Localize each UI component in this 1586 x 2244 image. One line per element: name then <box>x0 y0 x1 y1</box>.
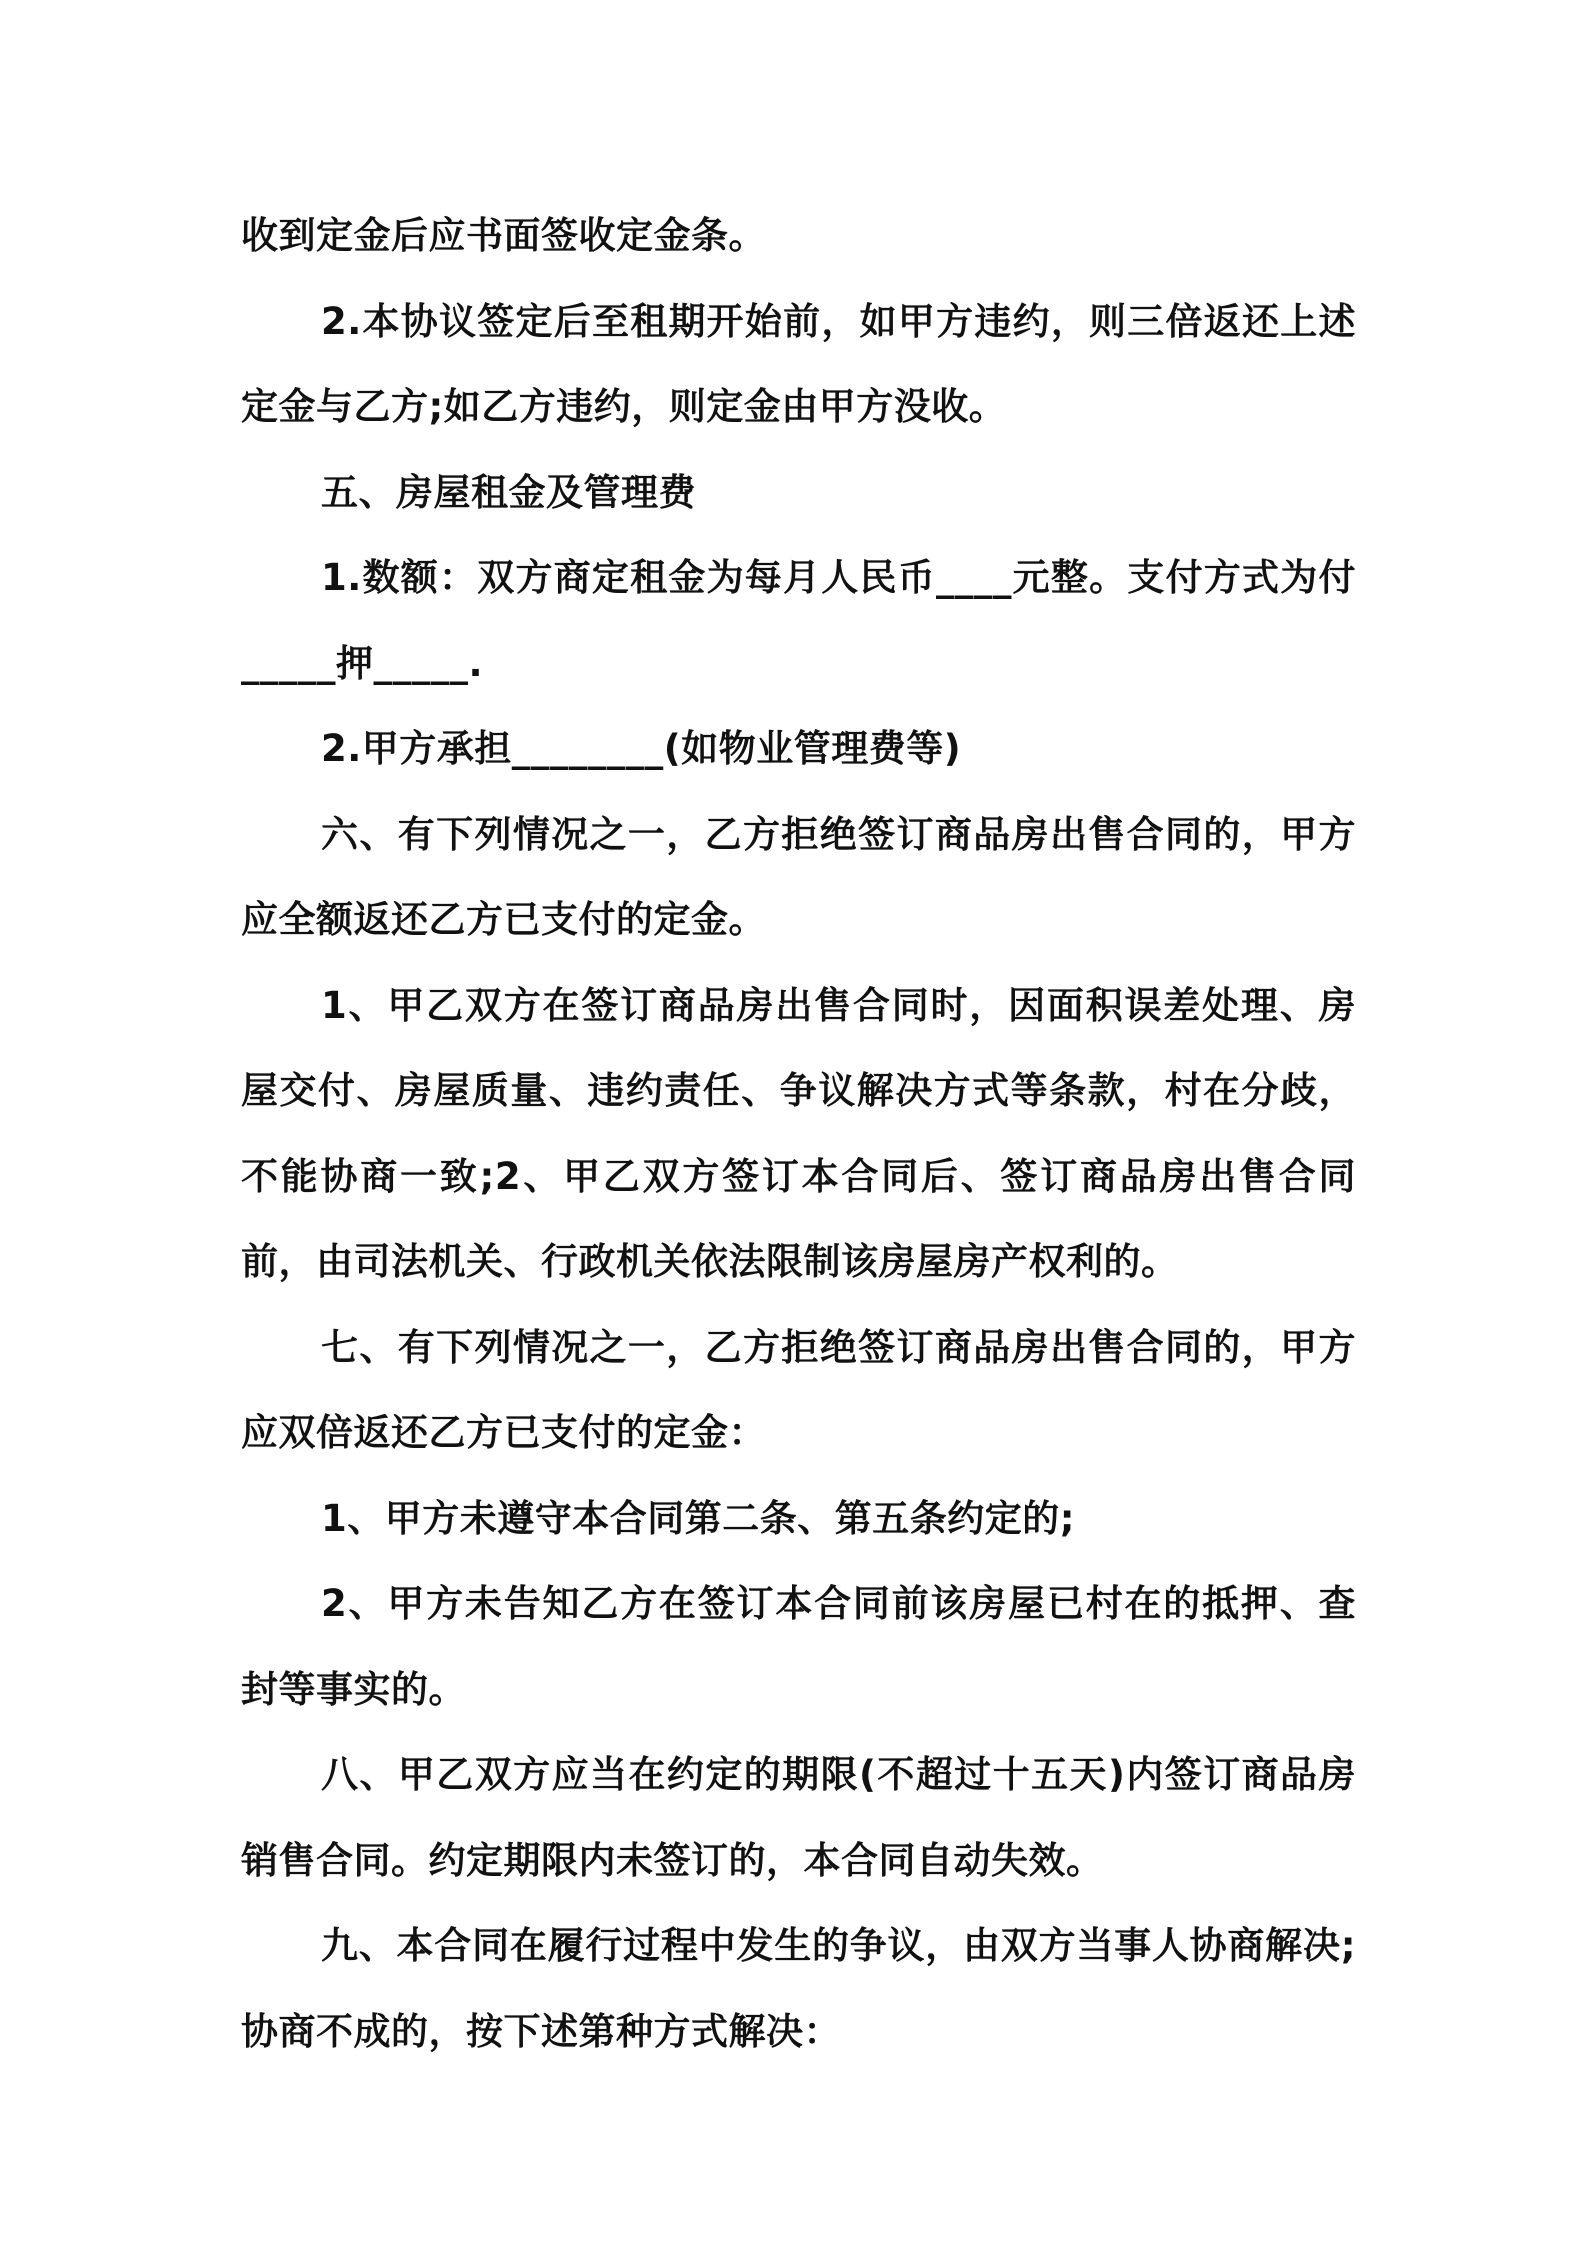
paragraph-deposit-receipt: 收到定金后应书面签收定金条。 <box>241 214 766 257</box>
paragraph-breach-before-lease: 2.本协议签定后至租期开始前，如甲方违约，则三倍返还上述定金与乙方;如乙方违约，则定金由甲方没收。 <box>241 299 1356 428</box>
paragraph-party-a-fees: 2.甲方承担________(如物业管理费等) <box>321 727 962 770</box>
section-heading-rent-and-fees: 五、房屋租金及管理费 <box>321 470 696 514</box>
section-eight-signing-deadline: 八、甲乙双方应当在约定的期限(不超过十五天)内签订商品房销售合同。约定期限内未签订的，本合同自动失效。 <box>241 1753 1356 1882</box>
section-nine-dispute-resolution: 九、本合同在履行过程中发生的争议，由双方当事人协商解决;协商不成的，按下述第种方式解决： <box>241 1924 1356 2053</box>
paragraph-undisclosed-mortgage: 2、甲方未告知乙方在签订本合同前该房屋已村在的抵押、查封等事实的。 <box>241 1582 1356 1711</box>
paragraph-disagreement-clauses: 1、甲乙双方在签订商品房出售合同时，因面积误差处理、房屋交付、房屋质量、违约责任、争议解决方式等条款，村在分歧，不能协商一致;2、甲乙双方签订本合同后、签订商品房出售合同前，由司法机关、行政机关依法限制该房屋房产权利的。 <box>241 983 1356 1283</box>
document-body <box>241 193 1356 2074</box>
paragraph-rent-amount: 1.数额：双方商定租金为每月人民币____元整。支付方式为付_____押_____. <box>241 556 1356 685</box>
section-seven-double-refund: 七、有下列情况之一，乙方拒绝签订商品房出售合同的，甲方应双倍返还乙方已支付的定金： <box>241 1325 1356 1454</box>
section-six-full-refund: 六、有下列情况之一，乙方拒绝签订商品房出售合同的，甲方应全额返还乙方已支付的定金。 <box>241 812 1356 941</box>
paragraph-clause-violation: 1、甲方未遵守本合同第二条、第五条约定的; <box>321 1496 1076 1540</box>
